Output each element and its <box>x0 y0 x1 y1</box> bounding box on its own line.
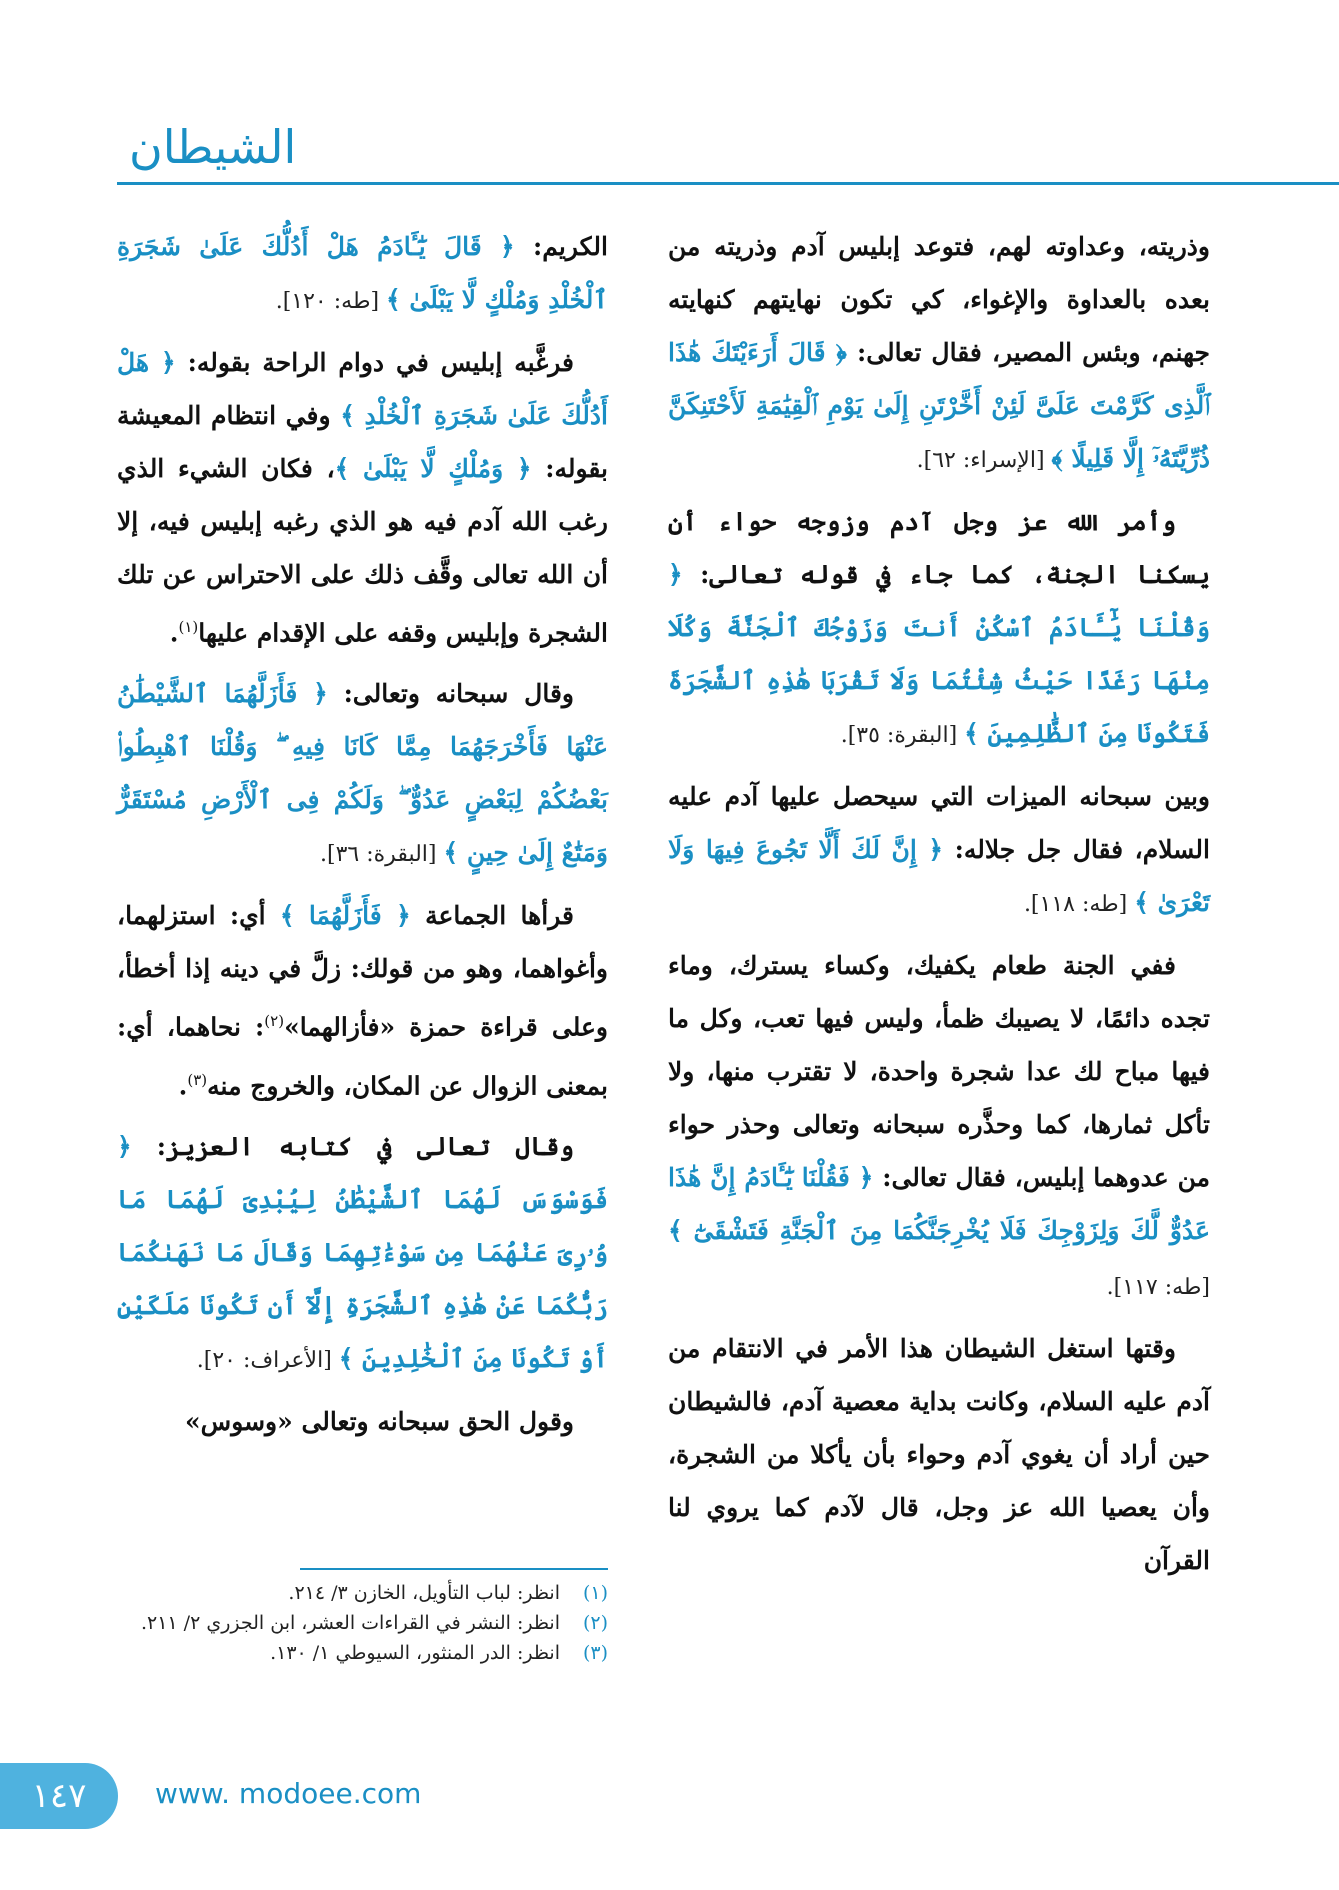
footnote-marker: (١) <box>178 618 199 636</box>
footnotes <box>117 1578 608 1668</box>
left-text-column <box>117 220 608 1456</box>
paragraph <box>668 495 1210 762</box>
text-run: وأمر الله عز وجل آدم وزوجه حواء أن يسكنا الجنة، كما جاء في قوله تعالى: <box>668 507 1210 589</box>
text-run: : نحاهما، أي: بمعنى الزوال عن المكان، والخروج منه <box>117 1012 608 1100</box>
quran-verse: ﴿ قَالَ أَرَءَيْتَكَ هَٰذَا ٱلَّذِى كَرَّمْتَ عَلَىَّ لَئِنْ أَخَّرْتَنِ إِلَىٰ يَوْمِ ٱلْقِيَٰمَةِ لَأَحْتَنِكَنَّ ذُرِّيَّتَهُۥٓ إِلَّا قَلِيلًا ﴾ <box>668 338 1210 473</box>
footnote-marker: (٢) <box>264 1012 285 1031</box>
text-run: وقتها استغل الشيطان هذا الأمر في الانتقام من آدم عليه السلام، وكانت بداية معصية آدم، فالشيطان حين أراد أن يغوي آدم وحواء بأن يأكلا من الشجرة، وأن يعصيا الله عز وجل، قال لآدم كما يروي لنا القرآن <box>668 1334 1210 1575</box>
text-run: قرأها الجماعة <box>410 901 574 931</box>
footnote-number: (١) <box>582 1582 608 1604</box>
page-title: الشيطان <box>129 120 297 174</box>
text-run: . <box>178 1070 188 1100</box>
footnote <box>117 1638 608 1668</box>
text-run: ، فكان الشيء الذي رغب الله آدم فيه هو الذي رغبه إبليس فيه، إلا أن الله تعالى وقَّف ذلك على الاحتراس عن تلك الشجرة وإبليس وقفه على الإقدام عليها <box>117 454 608 648</box>
verse-reference: [الأعراف: ٢٠]. <box>196 1347 339 1373</box>
text-run: وذريته، وعداوته لهم، فتوعد إبليس آدم وذريته من بعده بالعداوة والإغواء، كي تكون نهايتهم كنهايته جهنم، وبئس المصير، فقال تعالى: <box>668 232 1210 367</box>
footnote-divider <box>300 1568 608 1570</box>
verse-reference: [البقرة: ٣٥]. <box>840 723 965 748</box>
footnote-text: انظر: لباب التأويل، الخازن ٣/ ٢١٤. <box>288 1582 560 1604</box>
paragraph <box>668 770 1210 931</box>
text-run: . <box>169 618 179 648</box>
text-run: الكريم: <box>514 232 608 261</box>
paragraph <box>117 1120 608 1387</box>
page-number: ١٤٧ <box>31 1776 87 1816</box>
verse-reference: [طه: ١١٧]. <box>1106 1275 1210 1300</box>
footnote-text: انظر: النشر في القراءات العشر، ابن الجزري ٢/ ٢١١. <box>140 1612 560 1634</box>
footnote-marker: (٣) <box>187 1070 208 1089</box>
quran-verse: ﴿ قَالَ يَٰٓـَٔادَمُ هَلْ أَدُلُّكَ عَلَىٰ شَجَرَةِ ٱلْخُلْدِ وَمُلْكٍ لَّا يَبْلَىٰ ﴾ <box>117 232 608 314</box>
paragraph <box>668 1322 1210 1587</box>
quran-verse: ﴿ وَقُلْنَا يَٰٓـَٔادَمُ ٱسْكُنْ أَنتَ وَزَوْجُكَ ٱلْجَنَّةَ وَكُلَا مِنْهَا رَغَدًا حَيْثُ شِئْتُمَا وَلَا تَقْرَبَا هَٰذِهِ ٱلشَّجَرَةَ فَتَكُونَا مِنَ ٱلظَّٰلِمِينَ ﴾ <box>668 560 1210 748</box>
text-run: ففي الجنة طعام يكفيك، وكساء يسترك، وماء تجده دائمًا، لا يصيبك ظمأ، وليس فيها تعب، وكل ما فيها مباح لك عدا شجرة واحدة، لا تقترب منها، ولا تأكل ثمارها، كما وحذَّره سبحانه وتعالى وحذر حواء من عدوهما إبليس، فقال تعالى: <box>668 951 1210 1192</box>
paragraph <box>117 220 608 328</box>
verse-reference: [الإسراء: ٦٢]. <box>916 448 1052 473</box>
website-url: www. modoee.com <box>155 1777 422 1810</box>
verse-reference: [البقرة: ٣٦]. <box>320 842 444 868</box>
footnote <box>117 1578 608 1608</box>
quran-verse: ﴿ فَأَزَلَّهُمَا ﴾ <box>279 901 411 931</box>
footnote-text: انظر: الدر المنثور، السيوطي ١/ ١٣٠. <box>270 1642 560 1664</box>
paragraph <box>117 1395 608 1448</box>
footnote-number: (٢) <box>582 1612 608 1634</box>
paragraph <box>117 667 608 881</box>
quran-verse: ﴿ إِنَّ لَكَ أَلَّا تَجُوعَ فِيهَا وَلَا تَعْرَىٰ ﴾ <box>668 835 1210 917</box>
quran-verse: ﴿ وَمُلْكٍ لَّا يَبْلَىٰ ﴾ <box>334 454 532 483</box>
text-run: وقول الحق سبحانه وتعالى «وسوس» <box>185 1406 574 1436</box>
verse-reference: [طه: ١٢٠]. <box>275 289 387 314</box>
text-run: وفي انتظام المعيشة بقوله: <box>117 401 608 483</box>
paragraph <box>668 220 1210 487</box>
text-run: وقال تعالى في كتابه العزيز: <box>131 1131 574 1161</box>
text-run: أي: استزلهما، وأغواهما، وهو من قولك: زلَّ في دينه إذا أخطأ، وعلى قراءة حمزة «فأزالهما» <box>117 901 608 1042</box>
text-run: وبين سبحانه الميزات التي سيحصل عليها آدم عليه السلام، فقال جل جلاله: <box>668 782 1210 864</box>
paragraph <box>117 336 608 659</box>
quran-verse: ﴿ فَقُلْنَا يَٰٓـَٔادَمُ إِنَّ هَٰذَا عَدُوٌّ لَّكَ وَلِزَوْجِكَ فَلَا يُخْرِجَنَّكُمَا مِنَ ٱلْجَنَّةِ فَتَشْقَىٰٓ ﴾ <box>668 1163 1210 1245</box>
quran-verse: ﴿ فَأَزَلَّهُمَا ٱلشَّيْطَٰنُ عَنْهَا فَأَخْرَجَهُمَا مِمَّا كَانَا فِيهِ ۖ وَقُلْنَا ٱهْبِطُوا۟ بَعْضُكُمْ لِبَعْضٍ عَدُوٌّ ۖ وَلَكُمْ فِى ٱلْأَرْضِ مُسْتَقَرٌّ وَمَتَٰعٌ إِلَىٰ حِينٍ ﴾ <box>117 679 608 868</box>
right-text-column <box>668 220 1210 1595</box>
paragraph <box>668 939 1210 1314</box>
text-run: فرغَّبه إبليس في دوام الراحة بقوله: <box>175 348 574 377</box>
text-run: وقال سبحانه وتعالى: <box>327 679 574 709</box>
quran-verse: ﴿ هَلْ أَدُلُّكَ عَلَىٰ شَجَرَةِ ٱلْخُلْدِ ﴾ <box>117 348 608 430</box>
footnote-number: (٣) <box>582 1642 608 1664</box>
page-number-badge <box>0 1763 118 1829</box>
footnote <box>117 1608 608 1638</box>
verse-reference: [طه: ١١٨]. <box>1023 892 1135 917</box>
quran-verse: ﴿ فَوَسْوَسَ لَهُمَا ٱلشَّيْطَٰنُ لِيُبْدِىَ لَهُمَا مَا وُۥرِىَ عَنْهُمَا مِن سَوْءَٰتِهِمَا وَقَالَ مَا نَهَىٰكُمَا رَبُّكُمَا عَنْ هَٰذِهِ ٱلشَّجَرَةِ إِلَّآ أَن تَكُونَا مَلَكَيْنِ أَوْ تَكُونَا مِنَ ٱلْخَٰلِدِينَ ﴾ <box>117 1131 608 1373</box>
header-divider <box>117 182 1339 185</box>
paragraph <box>117 889 608 1112</box>
